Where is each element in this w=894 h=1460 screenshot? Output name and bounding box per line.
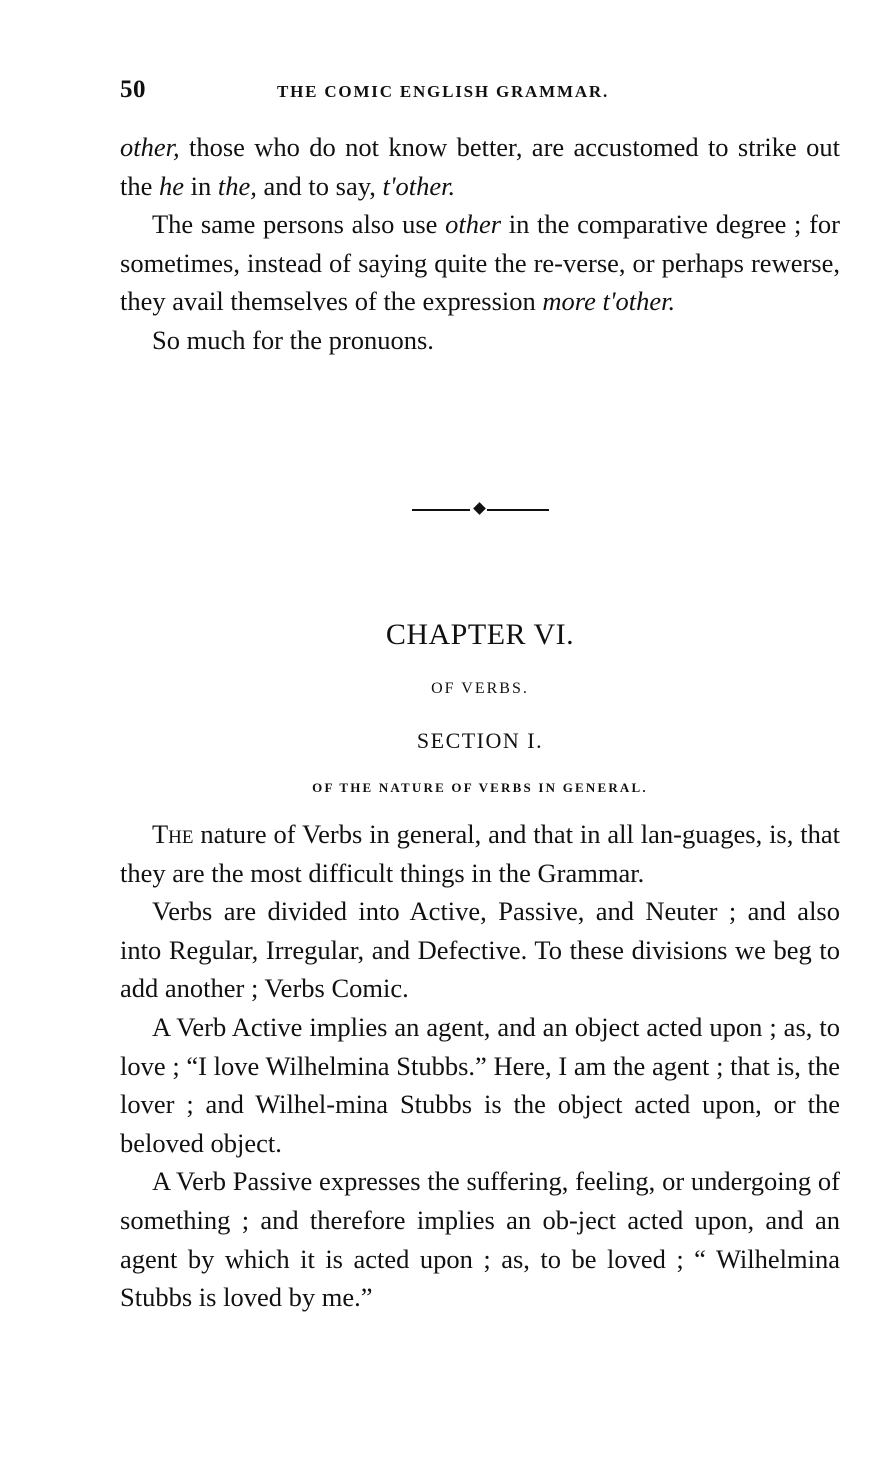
- paragraph-nature-of-verbs: [120, 815, 840, 892]
- italic-word: t'other.: [382, 170, 456, 201]
- text-block-top: [120, 128, 840, 360]
- chapter-subtitle: OF VERBS.: [431, 680, 529, 697]
- paragraph-verb-passive: A Verb Passive expresses the suffering, feeling, or undergoing of something ; and therefore implies an ob-ject acted upon, and an agent by which it is acted upon ; as, to be loved ; “ Wilhelmina Stubbs is loved by me.”: [120, 1166, 840, 1313]
- text-run: nature of Verbs in general, and that in all lan-guages, is, that they are the most difficult things in the Grammar.: [120, 819, 840, 888]
- lead-word: The: [152, 819, 194, 849]
- text-run: The same persons also use: [152, 209, 446, 240]
- page-number: 50: [120, 76, 146, 103]
- section-title: SECTION I.: [416, 728, 544, 753]
- italic-word: the,: [217, 170, 257, 201]
- italic-word: other: [445, 209, 502, 240]
- paragraph-pronouns-end: So much for the pronuons.: [152, 324, 434, 355]
- diamond-rule-ornament-icon: [412, 500, 549, 520]
- italic-phrase: more t'other.: [542, 286, 676, 317]
- italic-word: he: [159, 170, 185, 201]
- ornament-line-right: [487, 509, 549, 511]
- paragraph-verb-divisions: Verbs are divided into Active, Passive, and Neuter ; and also into Regular, Irregular, and Defective. To these divisions we beg to add another ; Verbs Comic.: [120, 896, 840, 1004]
- paragraph-comparative: [120, 205, 840, 321]
- text-run: those who do not know better, are accustomed to strike out the: [120, 132, 840, 201]
- running-title: THE COMIC ENGLISH GRAMMAR.: [277, 82, 610, 101]
- ornament-line-left: [412, 509, 470, 511]
- text-run: and to say,: [256, 170, 383, 201]
- ornament-diamond: [473, 502, 486, 515]
- page-header: [120, 70, 840, 110]
- text-run: in: [184, 170, 218, 201]
- text-block-chapter: [120, 815, 840, 1317]
- section-subtitle: OF THE NATURE OF VERBS IN GENERAL.: [312, 780, 648, 795]
- italic-word: other,: [120, 132, 180, 162]
- paragraph-continuation: [120, 128, 840, 205]
- chapter-title: CHAPTER VI.: [385, 618, 575, 651]
- text-run: in the comparative degree ; for sometimes, instead of saying quite the re-verse, or perhaps rewerse, they avail themselves of the expression: [120, 209, 841, 317]
- paragraph-verb-active: A Verb Active implies an agent, and an object acted upon ; as, to love ; “I love Wilhelmina Stubbs.” Here, I am the agent ; that is, the lover ; and Wilhel-mina Stubbs is the object acted upon, or the beloved object.: [120, 1011, 840, 1158]
